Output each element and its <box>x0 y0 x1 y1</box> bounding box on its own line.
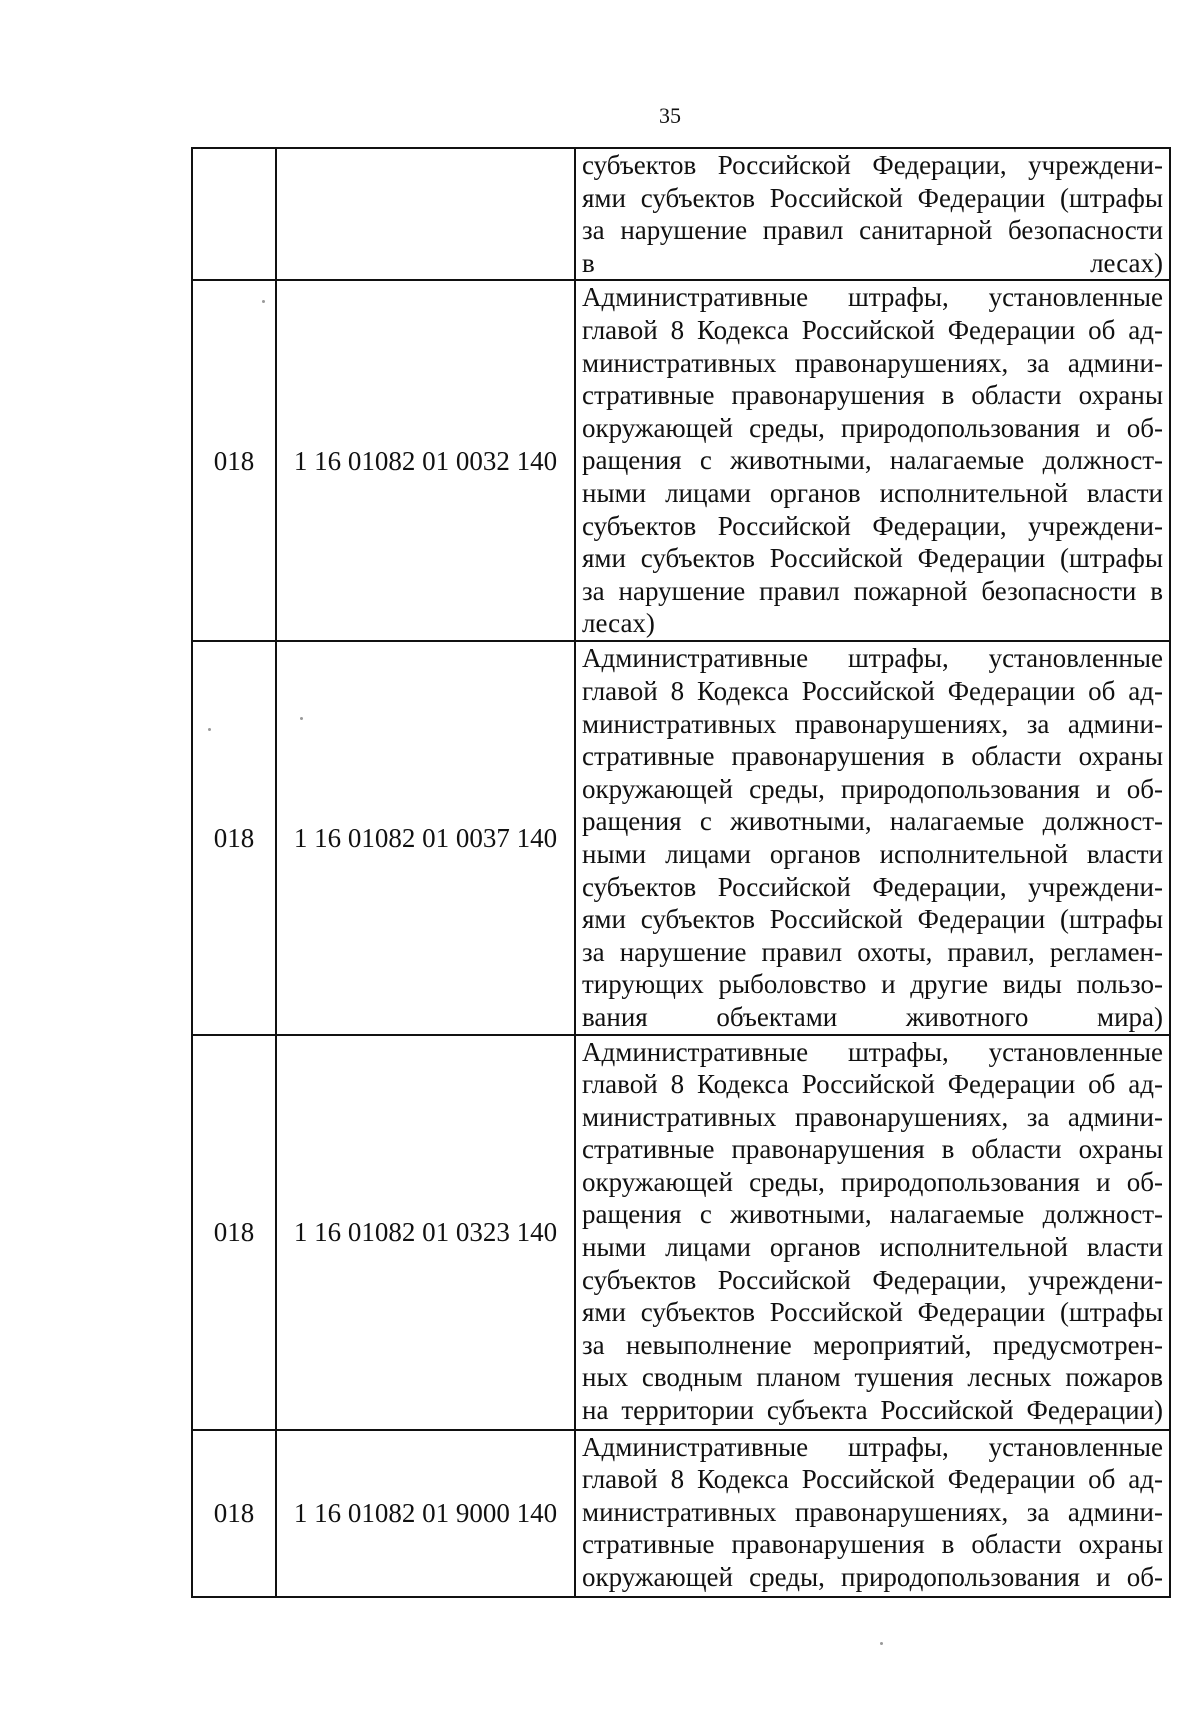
budget-code-cell: 1 16 01082 01 9000 140 <box>276 1430 575 1597</box>
scan-speck <box>300 717 303 720</box>
table-row <box>192 148 1170 280</box>
table-row <box>192 1430 1170 1597</box>
budget-code-cell: 1 16 01082 01 0032 140 <box>276 280 575 641</box>
scan-speck <box>208 728 211 731</box>
budget-code-cell <box>276 148 575 280</box>
budget-code-table <box>191 147 1171 1598</box>
admin-code-cell: 018 <box>192 1035 276 1430</box>
scan-speck <box>880 1642 883 1645</box>
scan-speck <box>262 300 265 303</box>
table-row <box>192 1035 1170 1430</box>
table-row <box>192 641 1170 1034</box>
page-number: 35 <box>659 103 681 128</box>
budget-code-cell: 1 16 01082 01 0323 140 <box>276 1035 575 1430</box>
description-cell: Административные штрафы, установленные главой 8 Кодекса Российской Федерации об ад- министративных правонарушениях, за админи- стративные правонарушения в области охраны окружающей среды, природопользования и об- ращения с животными, налагаемые должност- ными лицами органов исполнительной власти субъектов Российской Федерации, учреждени- ями субъектов Российской Федерации (штрафы за нарушение правил охоты, правил, регламен- тирующих рыболовство и другие виды пользо- вания объектами животного мира) <box>575 641 1170 1034</box>
admin-code-cell: 018 <box>192 641 276 1034</box>
description-cell: субъектов Российской Федерации, учреждени- ями субъектов Российской Федерации (штрафы за нарушение правил санитарной безопасности в лесах) <box>575 148 1170 280</box>
admin-code-cell: 018 <box>192 280 276 641</box>
table-row <box>192 280 1170 641</box>
description-cell: Административные штрафы, установленные главой 8 Кодекса Российской Федерации об ад- министративных правонарушениях, за админи- стративные правонарушения в области охраны окружающей среды, природопользования и об- ращения с животными, налагаемые должност- ными лицами органов исполнительной власти субъектов Российской Федерации, учреждени- ями субъектов Российской Федерации (штрафы за нарушение правил пожарной безопасности в лесах) <box>575 280 1170 641</box>
description-cell: Административные штрафы, установленные главой 8 Кодекса Российской Федерации об ад- министративных правонарушениях, за админи- стративные правонарушения в области охраны окружающей среды, природопользования и об- ращения с животными, налагаемые должност- ными лицами органов исполнительной власти субъектов Российской Федерации, учреждени- ями субъектов Российской Федерации (штрафы за невыполнение мероприятий, предусмотрен- ных сводным планом тушения лесных пожаров на территории субъекта Российской Федерации) <box>575 1035 1170 1430</box>
admin-code-cell: 018 <box>192 1430 276 1597</box>
description-cell: Административные штрафы, установленные главой 8 Кодекса Российской Федерации об ад- министративных правонарушениях, за админи- стративные правонарушения в области охраны окружающей среды, природопользования и об- <box>575 1430 1170 1597</box>
admin-code-cell <box>192 148 276 280</box>
budget-code-cell: 1 16 01082 01 0037 140 <box>276 641 575 1034</box>
